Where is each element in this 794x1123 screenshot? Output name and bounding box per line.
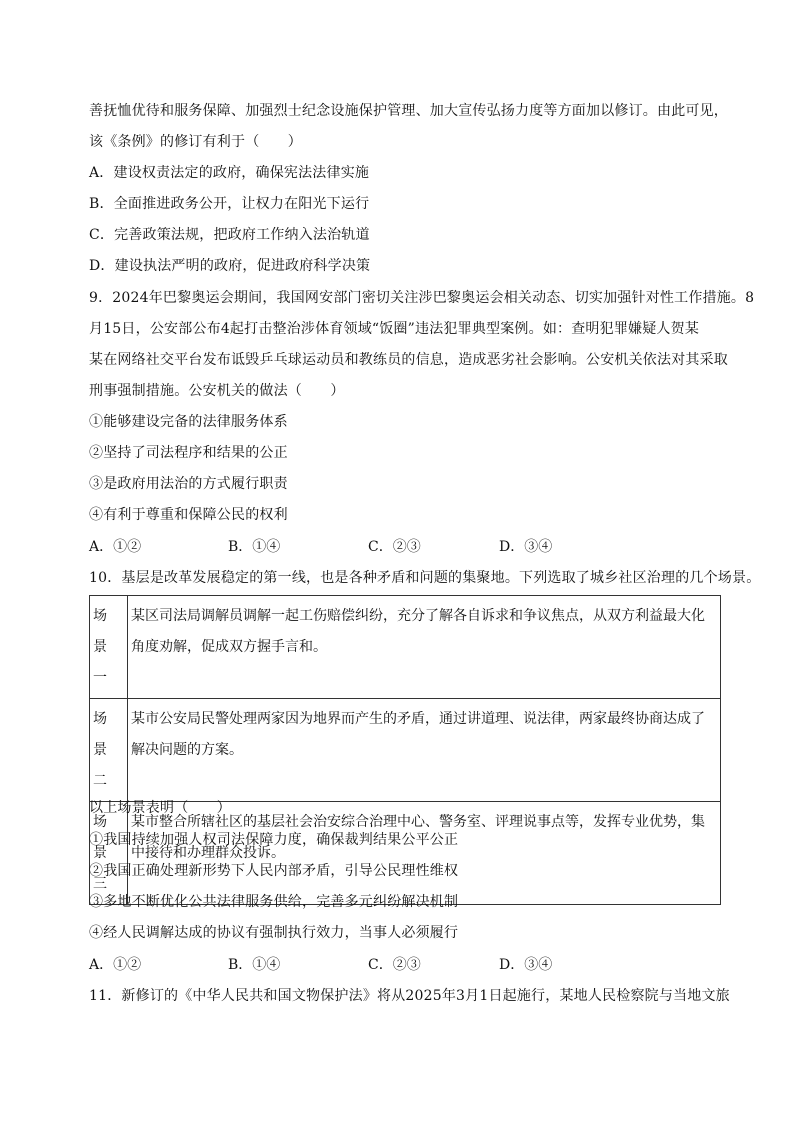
- scene-row: [90, 596, 721, 699]
- q11-stem-line-1: 11．新修订的《中华人民共和国文物保护法》将从2025年3月1日起施行，某地人民检察院与当地文旅: [89, 988, 730, 1004]
- scene-label: 场景三: [90, 802, 128, 905]
- scene-row: [90, 699, 721, 802]
- q10-statement-1: ①我国持续加强人权司法保障力度，确保裁判结果公平公正: [89, 832, 459, 848]
- q8-option-a: A．建设权责法定的政府，确保宪法法律实施: [89, 165, 370, 181]
- q8-option-b: B．全面推进政务公开，让权力在阳光下运行: [89, 196, 370, 212]
- q10-choice-a: A．①②: [89, 957, 142, 973]
- q9-choice-d: D．③④: [499, 539, 553, 555]
- q10-statement-2: ②我国正确处理新形势下人民内部矛盾，引导公民理性维权: [89, 863, 459, 879]
- q9-stem-line-1: 9．2024年巴黎奥运会期间，我国网安部门密切关注涉巴黎奥运会相关动态、切实加强针对性工作措施。8: [89, 290, 755, 306]
- q9-stem-line-2: 月15日，公安部公布4起打击整治涉体育领域“饭圈”违法犯罪典型案例。如：查明犯罪嫌疑人贺某: [89, 321, 700, 337]
- q9-choices: [89, 537, 689, 557]
- q8-continuation-line-1: 善抚恤优待和服务保障、加强烈士纪念设施保护管理、加大宣传弘扬力度等方面加以修订。由此可见，: [89, 103, 728, 119]
- q9-statement-3: ③是政府用法治的方式履行职责: [89, 476, 288, 492]
- q10-scenes-table: [89, 595, 721, 905]
- q9-stem-line-4: 刑事强制措施。公安机关的做法（ ）: [89, 383, 345, 399]
- q10-choice-d: D．③④: [499, 957, 553, 973]
- q10-statement-4: ④经人民调解达成的协议有强制执行效力，当事人必须履行: [89, 925, 459, 941]
- q10-choice-c: C．②③: [368, 957, 421, 973]
- q10-prompt: 以上场景表明（ ）: [89, 800, 231, 816]
- scene-text: 某市公安局民警处理两家因为地界而产生的矛盾，通过讲道理、说法律，两家最终协商达成了解决问题的方案。: [128, 699, 721, 802]
- q9-choice-c: C．②③: [368, 539, 421, 555]
- scene-label: 场景一: [90, 596, 128, 699]
- q9-choice-b: B．①④: [228, 539, 281, 555]
- scene-text: 某市整合所辖社区的基层社会治安综合治理中心、警务室、评理说事点等，发挥专业优势，集中接待和办理群众投诉。: [128, 802, 721, 905]
- scene-text: 某区司法局调解员调解一起工伤赔偿纠纷，充分了解各自诉求和争议焦点，从双方利益最大化角度劝解，促成双方握手言和。: [128, 596, 721, 699]
- q8-option-c: C．完善政策法规，把政府工作纳入法治轨道: [89, 227, 370, 243]
- q10-statement-3: ③多地不断优化公共法律服务供给，完善多元纠纷解决机制: [89, 894, 459, 910]
- q10-choice-b: B．①④: [228, 957, 281, 973]
- q10-choices: [89, 955, 689, 975]
- q9-choice-a: A．①②: [89, 539, 142, 555]
- q9-statement-2: ②坚持了司法程序和结果的公正: [89, 445, 288, 461]
- scene-label: 场景二: [90, 699, 128, 802]
- q9-stem-line-3: 某在网络社交平台发布诋毁乒乓球运动员和教练员的信息，造成恶劣社会影响。公安机关依法对其采取: [89, 352, 728, 368]
- q8-continuation-line-2: 该《条例》的修订有利于（ ）: [89, 134, 302, 150]
- q10-stem: 10．基层是改革发展稳定的第一线，也是各种矛盾和问题的集聚地。下列选取了城乡社区治理的几个场景。: [89, 570, 761, 586]
- q9-statement-4: ④有利于尊重和保障公民的权利: [89, 507, 288, 523]
- q8-option-d: D．建设执法严明的政府，促进政府科学决策: [89, 258, 371, 274]
- q9-statement-1: ①能够建设完备的法律服务体系: [89, 414, 288, 430]
